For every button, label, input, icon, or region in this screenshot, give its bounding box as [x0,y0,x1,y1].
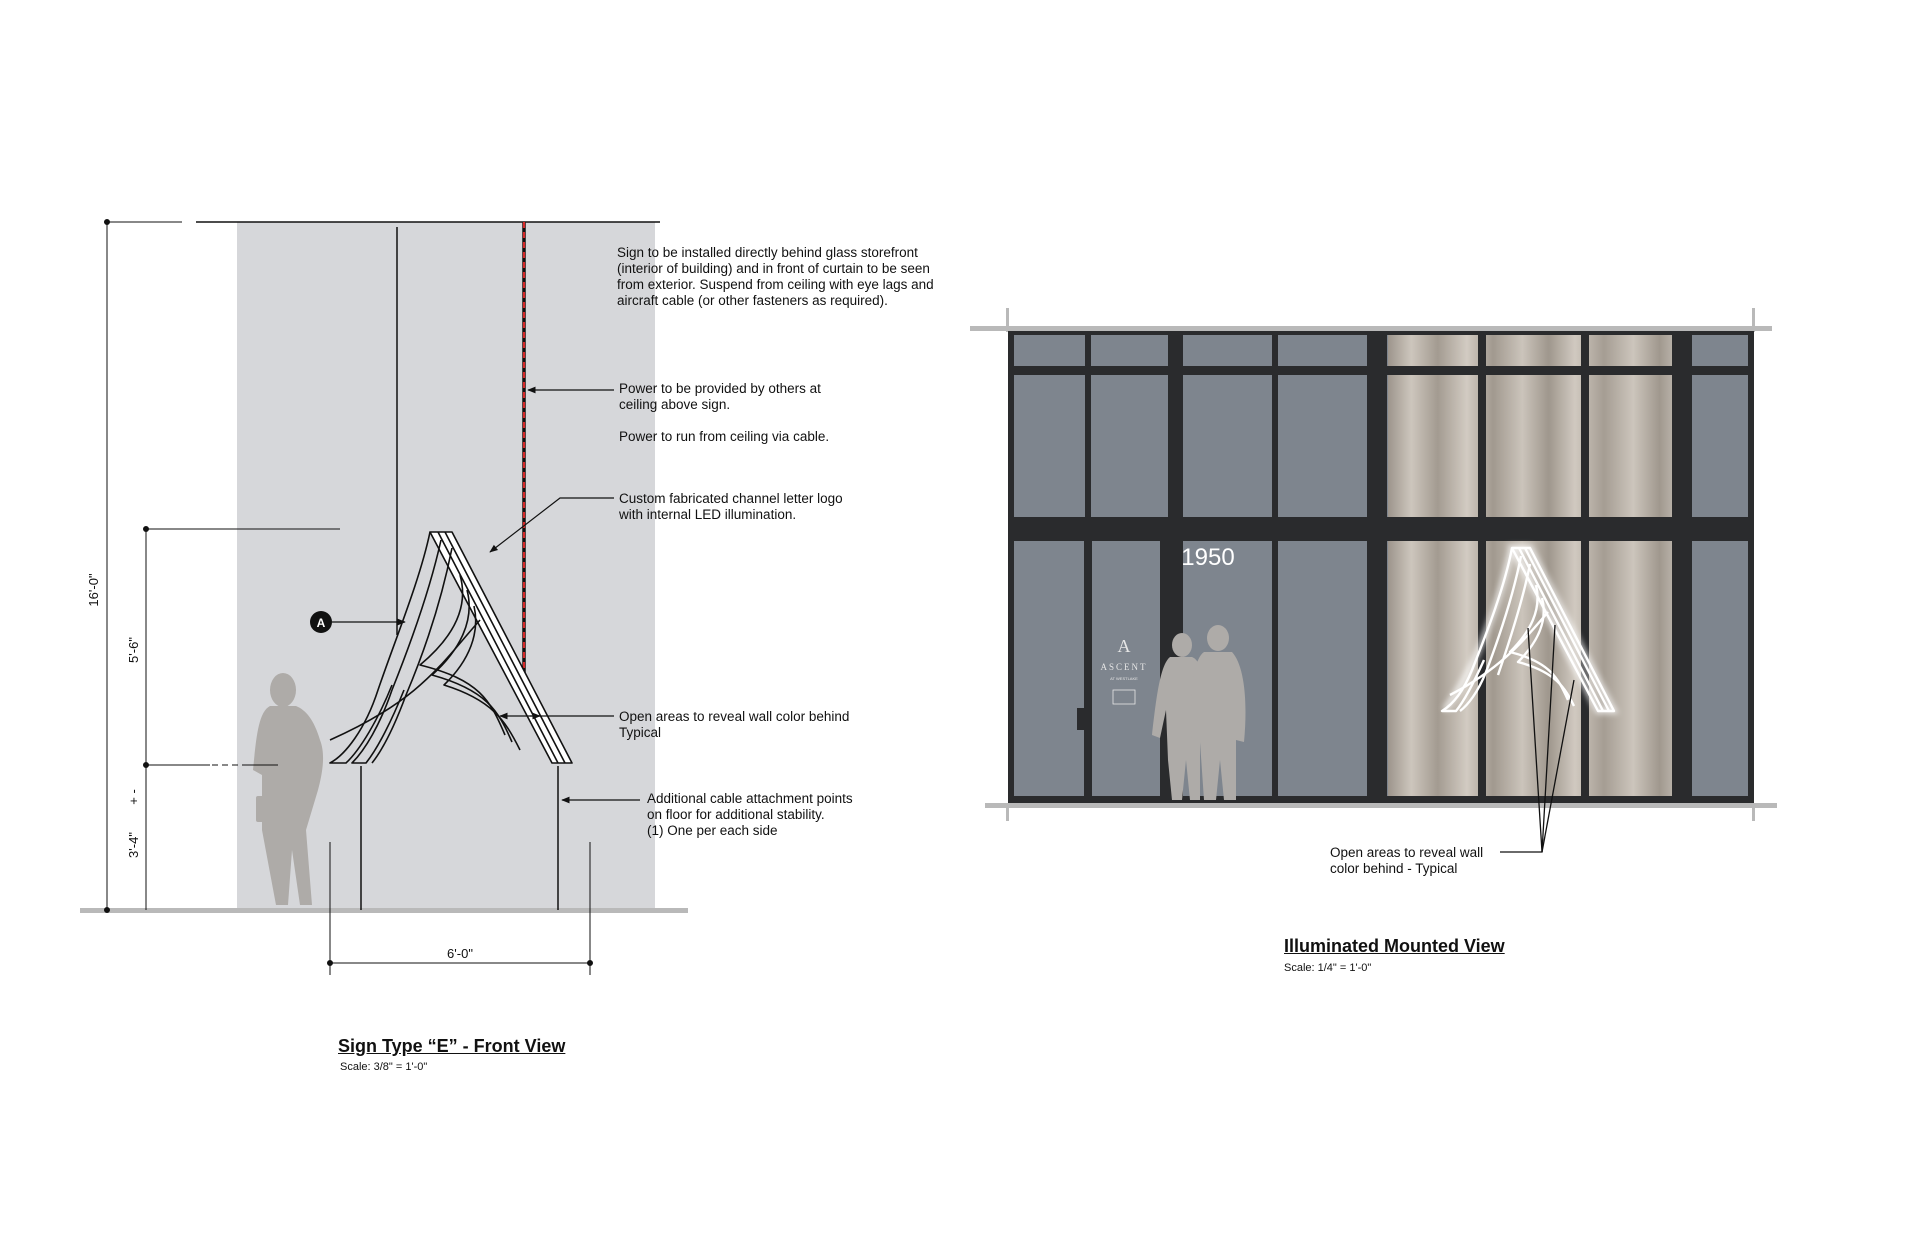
door-logo-letter: A [1117,636,1131,656]
note-mounted-open-areas: Open areas to reveal wall color behind - Typical [1330,845,1484,876]
mounted-view-scale: Scale: 1/4" = 1'-0" [1284,962,1372,974]
note-power-run: Power to run from ceiling via cable. [619,429,830,444]
door-logo-name: ASCENT [1100,662,1148,672]
mounted-view-title: Illuminated Mounted View [1284,936,1505,956]
note-power-provided: Power to be provided by others at ceiling above sign. [619,381,821,412]
sill-tick [1752,803,1755,821]
dim-clearance-tolerance: + - [126,789,141,805]
dim-sign-height: 5'-6" [126,637,141,663]
mounted-view [970,308,1777,852]
front-view [80,220,688,976]
sill-tick [1006,803,1009,821]
note-cable-points: Additional cable attachment points on floor for additional stability. (1) One per each side [647,791,853,838]
head-sill [970,326,1772,331]
address-number: 1950 [1181,544,1235,571]
note-install: Sign to be installed directly behind glass storefront (interior of building) and in front of curtain to be seen from exterior. Suspend from ceiling with eye lags and aircraft cable (or other fasteners as required). [617,245,934,308]
dim-width: 6'-0" [447,946,473,961]
note-open-areas: Open areas to reveal wall color behind Typical [619,709,850,740]
dim-overall-height: 16'-0" [86,573,101,607]
sill-tick [1006,308,1009,332]
note-channel-letter: Custom fabricated channel letter logo with internal LED illumination. [619,491,843,522]
bottom-sill [985,803,1777,808]
door-logo-sub: AT WESTLAKE [1110,676,1138,681]
callout-marker-label: A [316,616,326,630]
dim-clearance: 3'-4" [126,832,141,858]
floor-line [80,908,688,913]
front-view-title: Sign Type “E” - Front View [338,1036,566,1056]
sill-tick [1752,308,1755,332]
front-view-scale: Scale: 3/8" = 1'-0" [340,1061,428,1073]
